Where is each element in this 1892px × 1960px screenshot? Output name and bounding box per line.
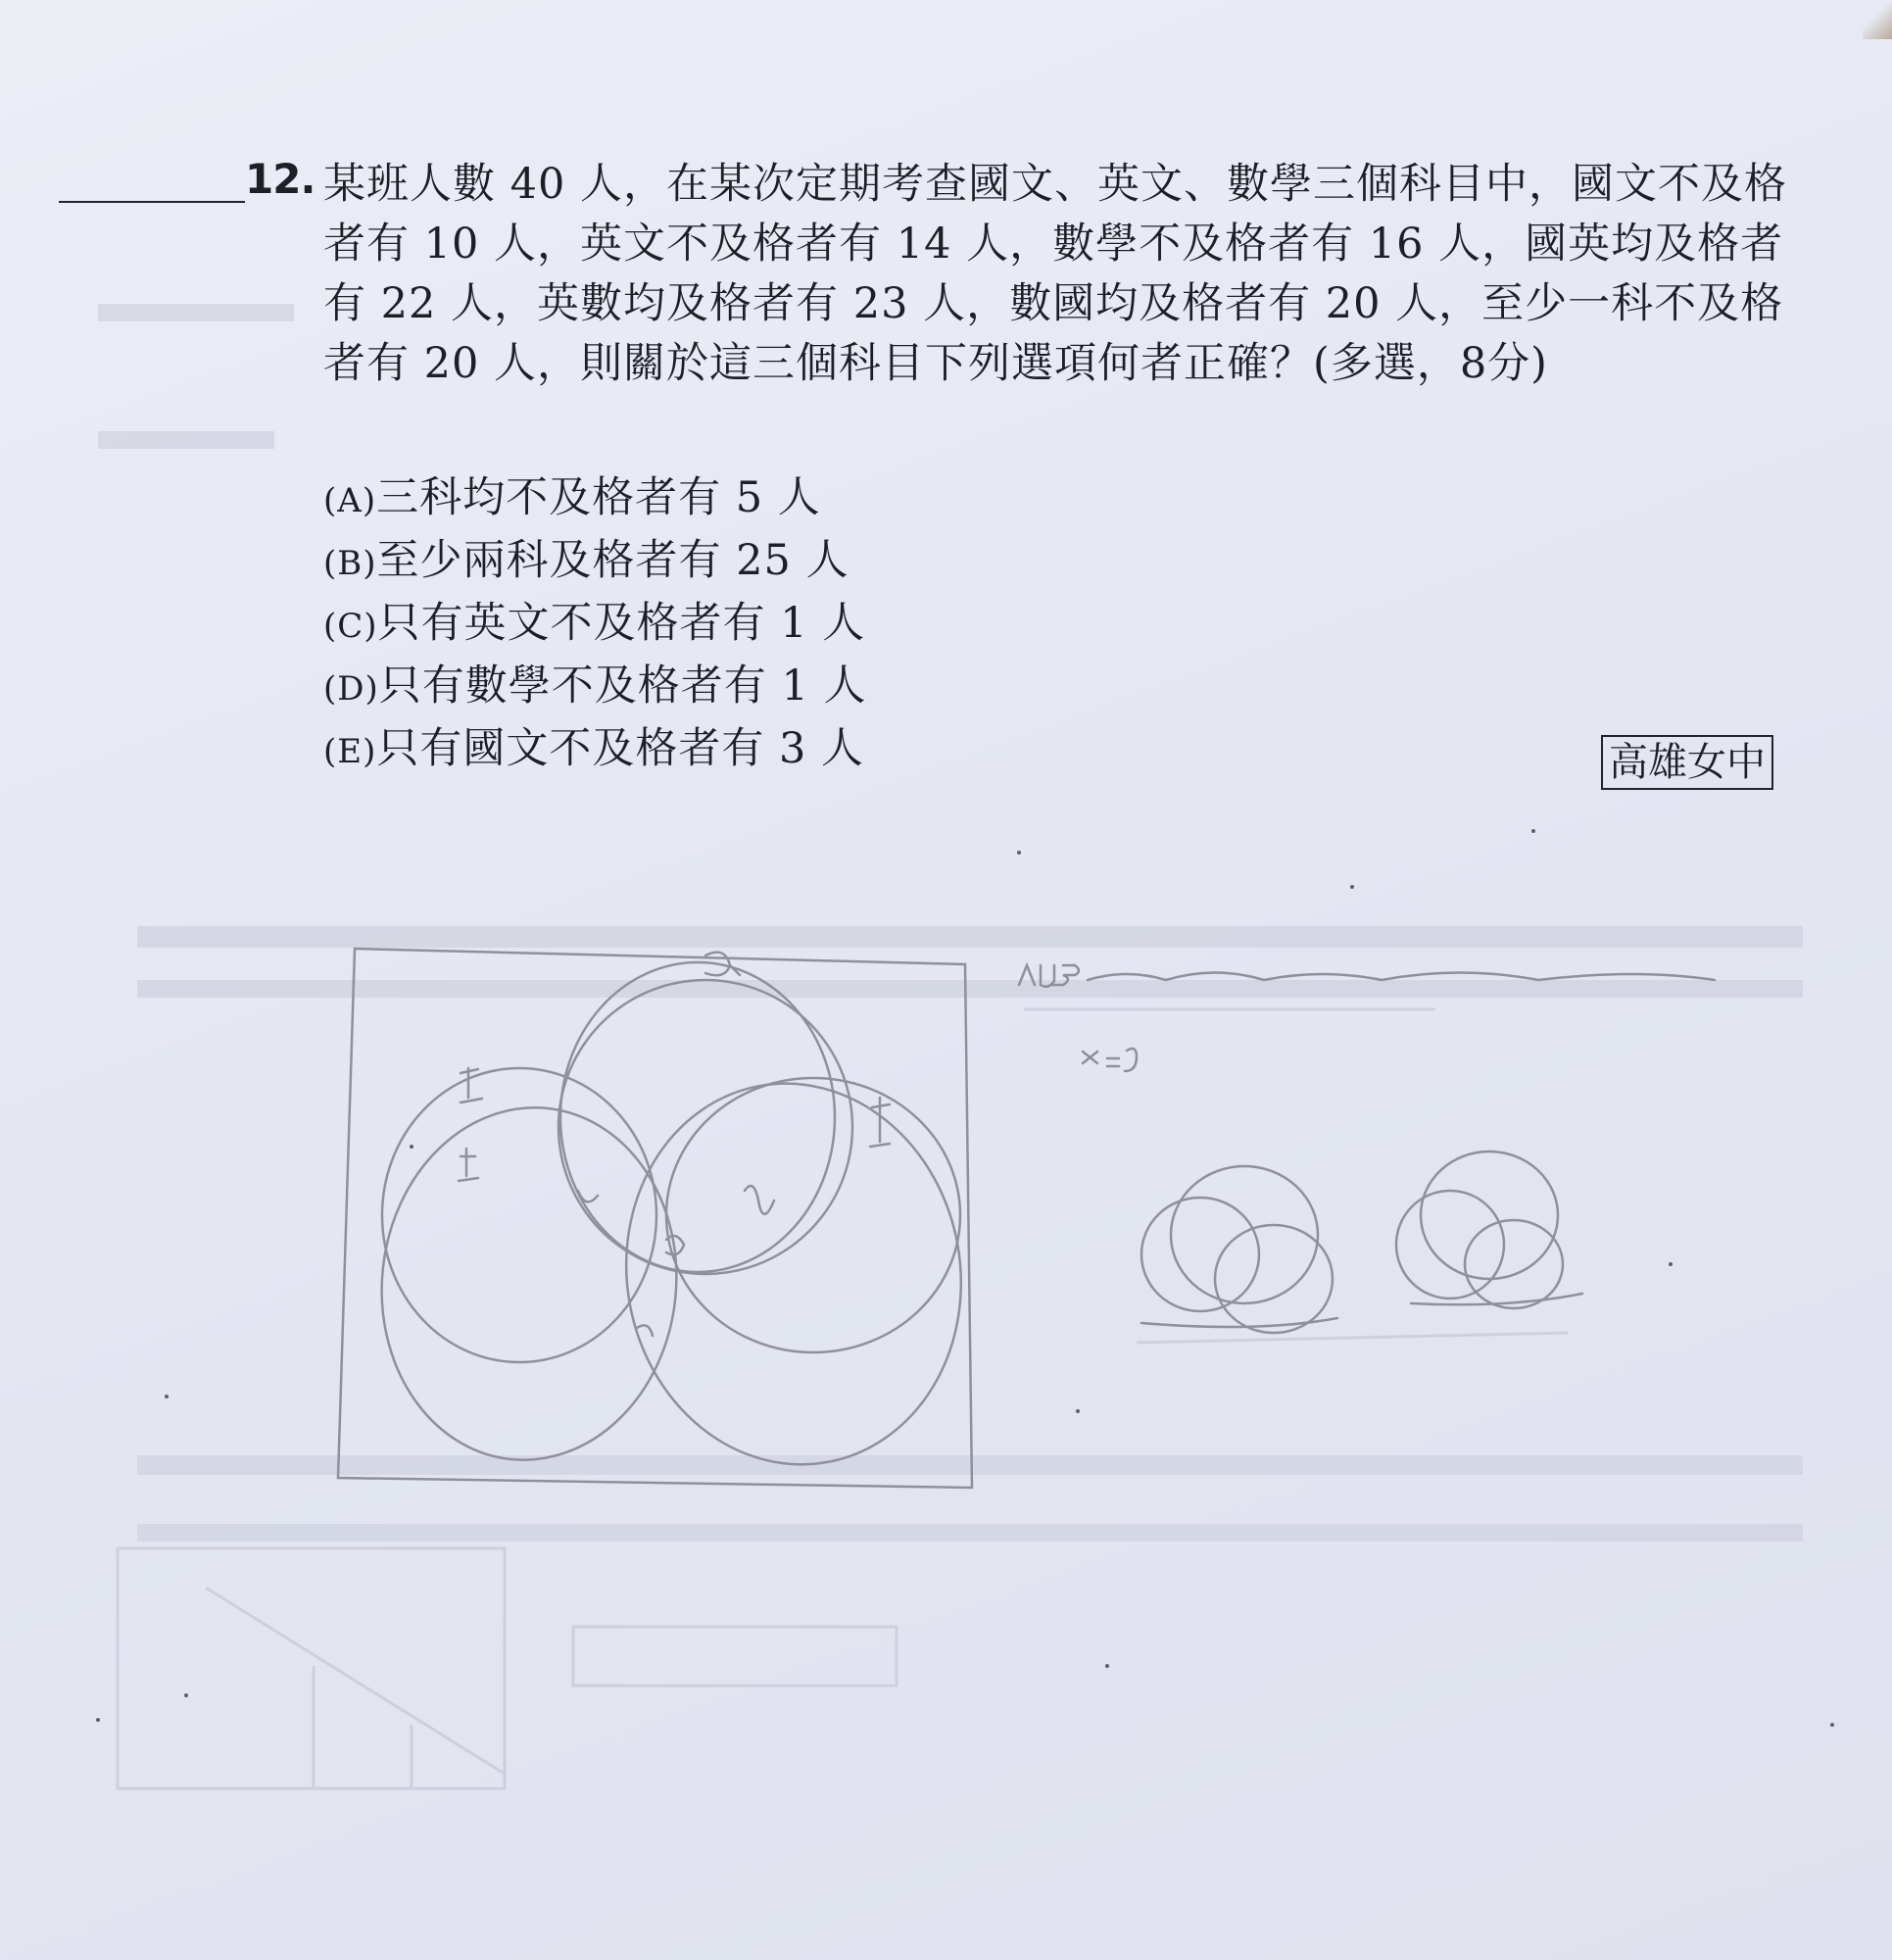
sketch-small-circle bbox=[1396, 1191, 1504, 1298]
sketch-circle-left-2 bbox=[382, 1068, 656, 1362]
option-label: (B) bbox=[323, 544, 377, 583]
question-text: 某班人數 40 人，在某次定期考查國文、英文、數學三個科目中，國文不及格者有 10 人，英文不及格者有 14 人，數學不及格者有 16 人，國英均及格者有 22 人，英數均及格者有 23 人，數國均及格者有 20 人，至少一科不及格者有 20 人，則關於這三個科目下列選項何者正確？(多選，8分) bbox=[323, 160, 1788, 388]
sketch-small-circle bbox=[1215, 1225, 1333, 1333]
sketch-circle-top bbox=[540, 961, 872, 1294]
sketch-mark bbox=[637, 1325, 653, 1336]
option-label: (A) bbox=[323, 481, 377, 520]
sketch-formula bbox=[1088, 973, 1715, 981]
sketch-stroke bbox=[1411, 1294, 1582, 1304]
sketch-formula bbox=[1083, 1049, 1137, 1071]
sketch-small-circle bbox=[1171, 1166, 1318, 1303]
option-label: (E) bbox=[323, 732, 377, 771]
sketch-circle-left bbox=[364, 1093, 694, 1474]
sketch-small-circle bbox=[1421, 1152, 1558, 1279]
sketch-formula bbox=[1019, 965, 1079, 987]
sketch-small-circle bbox=[1465, 1220, 1563, 1308]
source-school-tag: 高雄女中 bbox=[1601, 735, 1773, 790]
option-label: (C) bbox=[323, 607, 378, 646]
sketch-mark bbox=[745, 1186, 774, 1214]
option-text: 只有數學不及格者有 1 人 bbox=[378, 662, 867, 710]
sketch-char bbox=[461, 1068, 482, 1102]
sketch-circle-right-2 bbox=[666, 1078, 960, 1352]
sketch-small-circle bbox=[1141, 1198, 1259, 1311]
sketch-box bbox=[338, 949, 972, 1488]
question-number: 12. bbox=[245, 155, 315, 203]
option-text: 三科均不及格者有 5 人 bbox=[376, 473, 821, 522]
option-text: 只有英文不及格者有 1 人 bbox=[377, 599, 866, 648]
option-text: 至少兩科及格者有 25 人 bbox=[376, 536, 849, 585]
sketch-circle-right bbox=[597, 1056, 992, 1491]
option-text: 只有國文不及格者有 3 人 bbox=[376, 724, 865, 773]
option-label: (D) bbox=[323, 669, 379, 709]
sketch-char bbox=[459, 1149, 478, 1181]
